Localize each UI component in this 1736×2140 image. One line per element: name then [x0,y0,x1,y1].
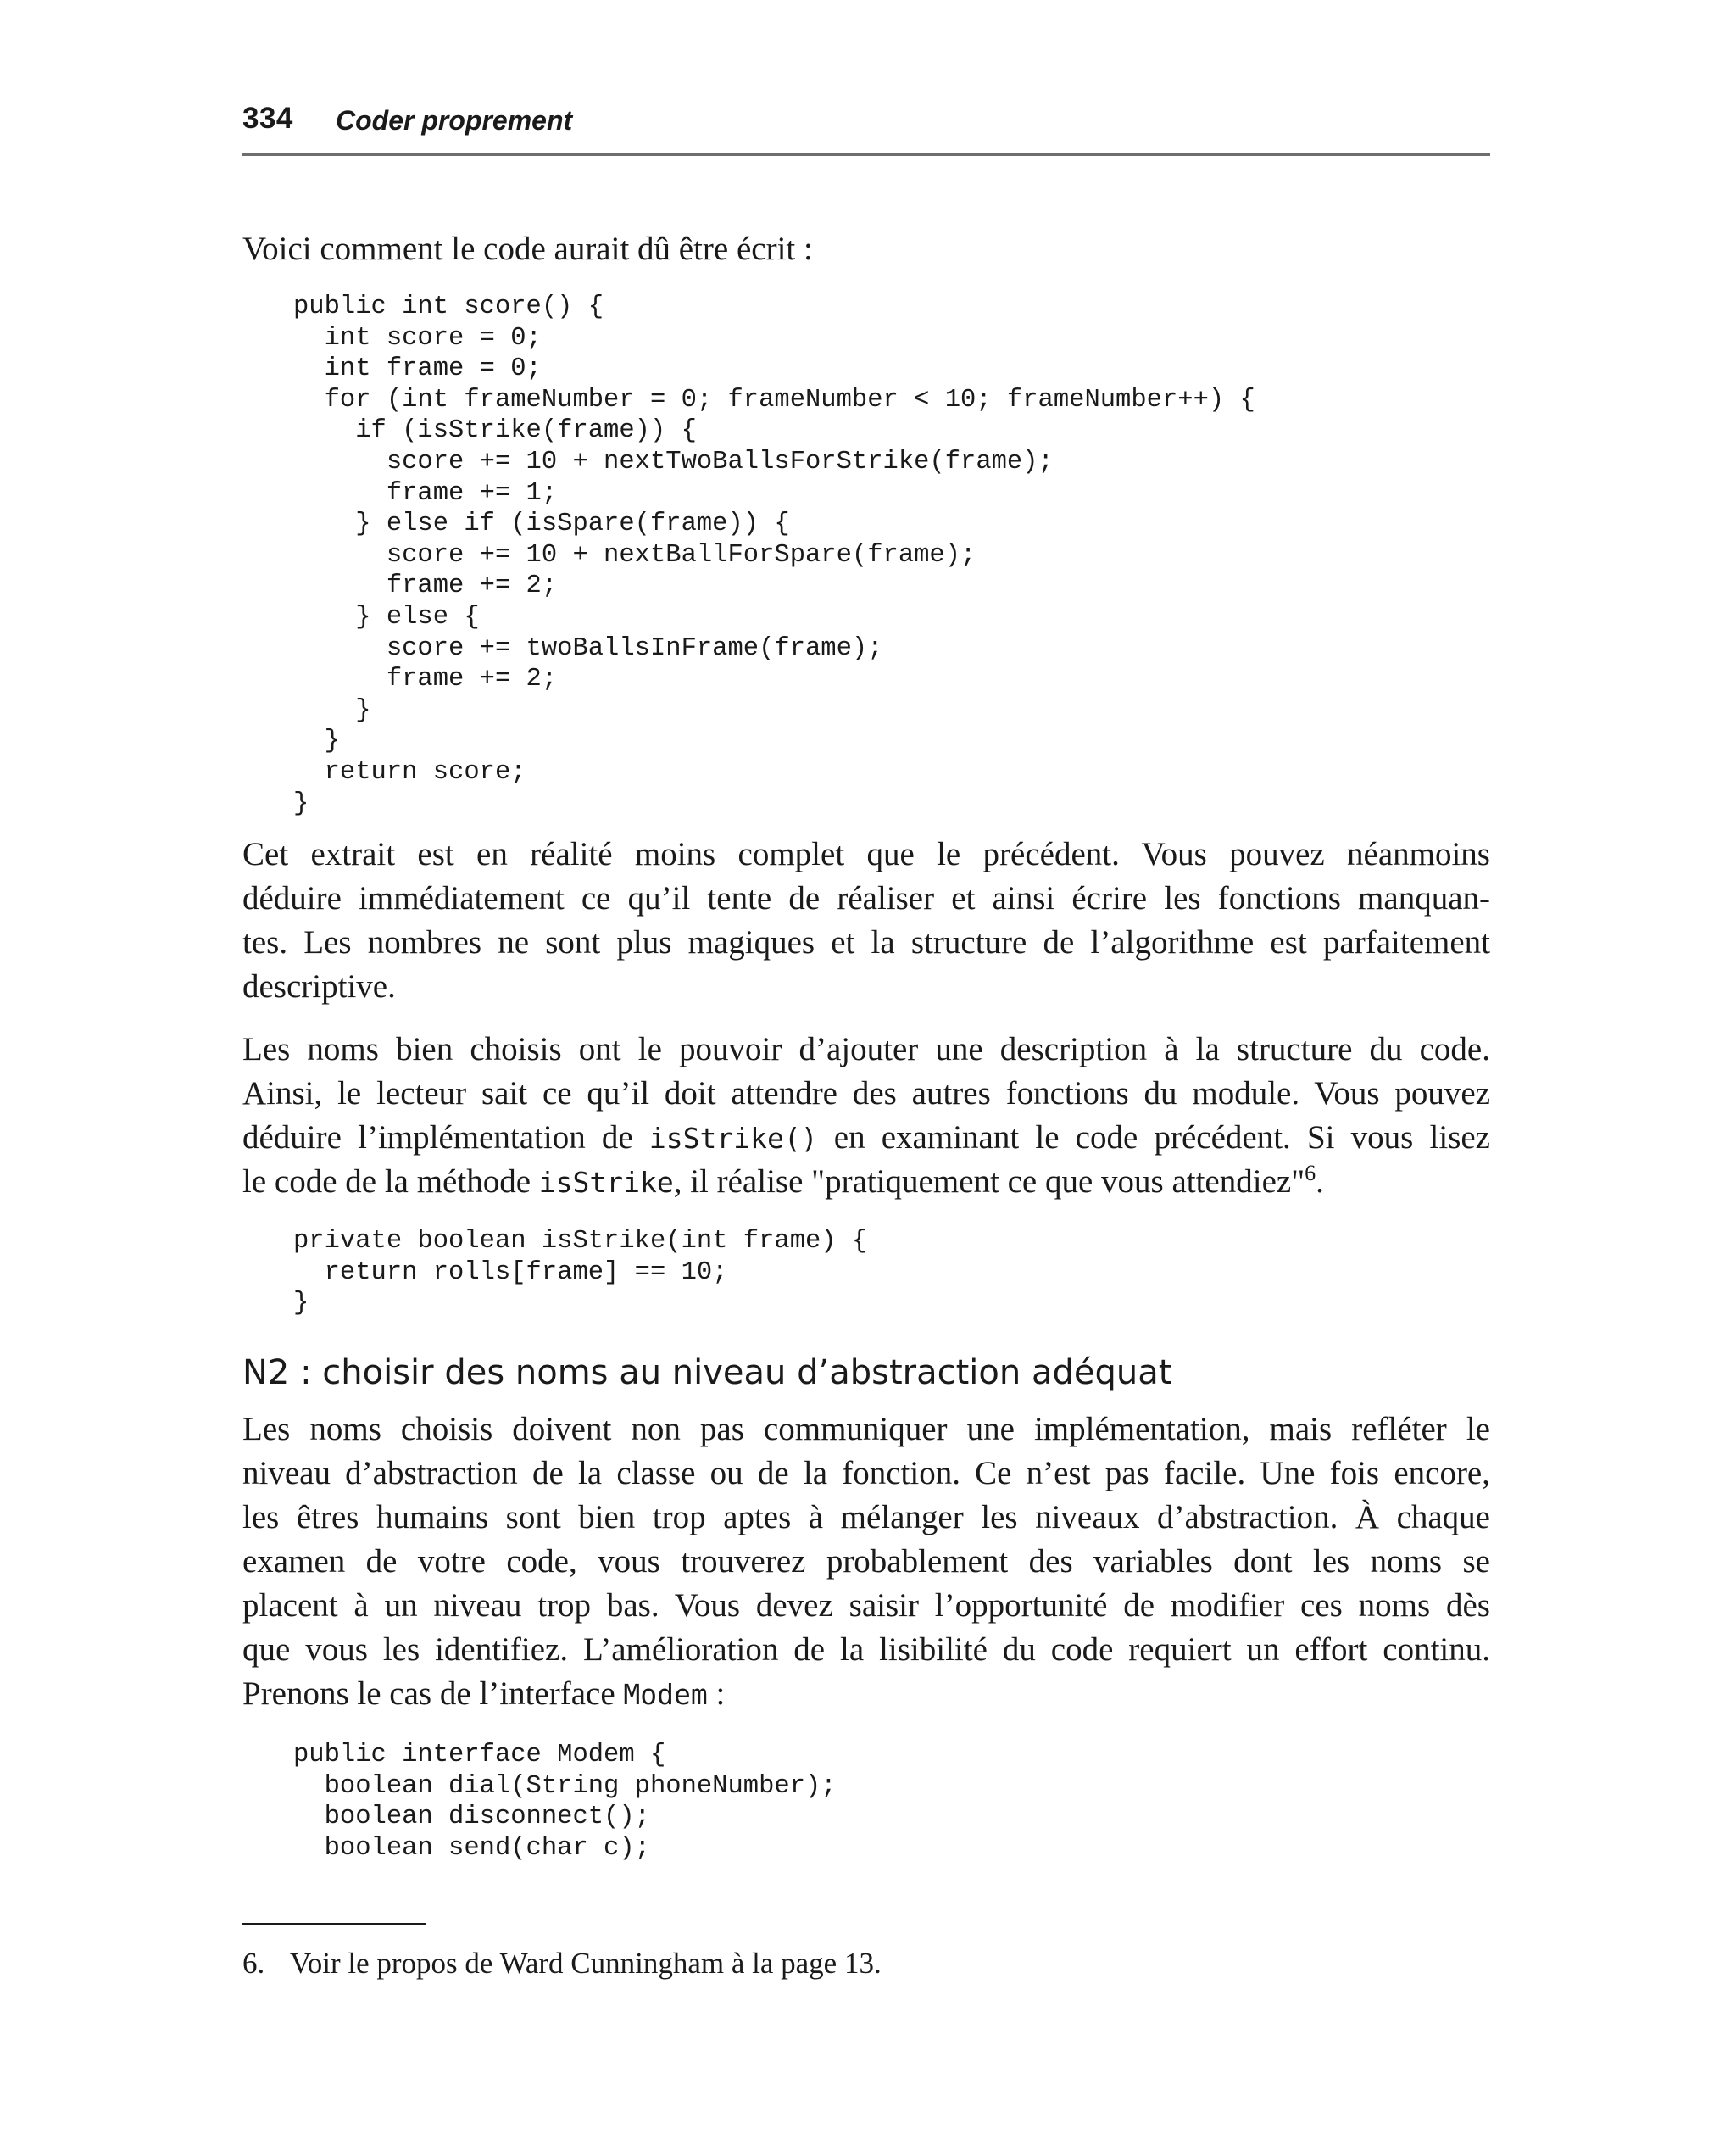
code-line: return rolls[frame] == 10; [293,1257,728,1287]
code-block-score [293,292,1255,819]
code-line: score += 10 + nextBallForSpare(frame); [293,540,976,570]
code-line: boolean disconnect(); [293,1803,650,1832]
text-line: Cet extrait est en réalité moins complet que le précédent. Vous pouvez néanmoins [242,836,1490,872]
code-block-modem [293,1740,837,1864]
text-line [242,1160,1490,1204]
code-line: if (isStrike(frame)) { [293,416,697,446]
intro-line: Voici comment le code aurait dû être écrit : [242,231,813,267]
code-line: public int score() { [293,293,604,321]
text-line [242,1116,1490,1160]
intro-paragraph [242,227,1490,271]
code-line: boolean send(char c); [293,1833,650,1863]
code-line: score += twoBallsInFrame(frame); [293,633,883,663]
text-line: tes. Les nombres ne sont plus magiques et la structure de l’algorithme est parfaitement [242,924,1490,961]
footnote-divider [242,1923,426,1925]
code-line: int score = 0; [293,323,542,353]
code-line: frame += 1; [293,478,558,508]
paragraph-2 [242,1028,1490,1204]
text-line: placent à un niveau trop bas. Vous devez saisir l’opportunité de modifier ces noms dès [242,1587,1490,1624]
code-line: public interface Modem { [293,1741,666,1769]
code-line: score += 10 + nextTwoBallsForStrike(frame); [293,447,1054,476]
inline-code: Modem [623,1678,708,1711]
code-line: frame += 2; [293,665,558,694]
running-header [242,100,1490,156]
text-line: déduire immédiatement ce qu’il tente de réaliser et ainsi écrire les fonctions manquan- [242,880,1490,917]
code-line: } else { [293,602,480,632]
text-segment: : [707,1675,726,1712]
text-segment: le code de la méthode [242,1163,539,1200]
code-line: for (int frameNumber = 0; frameNumber < 10; frameNumber++) { [293,385,1255,415]
text-segment: Prenons le cas de l’interface [242,1675,624,1712]
paragraph-1 [242,833,1490,1009]
text-segment: en examinant le code précédent. Si vous lisez [817,1119,1490,1156]
code-line: } [293,1289,309,1318]
text-line: Les noms choisis doivent non pas communiquer une implémentation, mais refléter le [242,1411,1490,1447]
footnote-number: 6. [242,1947,265,1980]
text-line: les êtres humains sont bien trop aptes à mélanger les niveaux d’abstraction. À chaque [242,1499,1490,1535]
footnote [242,1945,882,1982]
text-segment: , il réalise "pratiquement ce que vous attendiez" [673,1163,1305,1200]
code-line: } else if (isSpare(frame)) { [293,510,790,539]
text-line: descriptive. [242,968,396,1005]
page-number: 334 [242,102,293,135]
code-line: private boolean isStrike(int frame) { [293,1227,868,1256]
inline-code: isStrike [538,1166,674,1199]
code-line: } [293,695,371,725]
text-segment: déduire l’implémentation de [242,1119,649,1156]
code-line: } [293,727,340,756]
text-line [242,1672,1490,1716]
text-line: Les noms bien choisis ont le pouvoir d’ajouter une description à la structure du code. [242,1031,1490,1067]
footnote-text: Voir le propos de Ward Cunningham à la page 13. [290,1947,882,1980]
text-line: Ainsi, le lecteur sait ce qu’il doit attendre des autres fonctions du module. Vous pouvez [242,1075,1490,1112]
text-line: que vous les identifiez. L’amélioration de la lisibilité du code requiert un effort continu. [242,1631,1490,1668]
running-title: Coder proprement [336,105,573,136]
code-block-isstrike [293,1226,867,1319]
section-heading: N2 : choisir des noms au niveau d’abstraction adéquat [242,1353,1172,1392]
text-line: niveau d’abstraction de la classe ou de la fonction. Ce n’est pas facile. Une fois encore, [242,1455,1490,1491]
paragraph-3 [242,1407,1490,1716]
code-line: int frame = 0; [293,354,542,384]
code-line: frame += 2; [293,571,558,601]
footnote-reference[interactable]: 6 [1305,1161,1316,1185]
code-line: boolean dial(String phoneNumber); [293,1771,837,1801]
code-line: return score; [293,757,526,787]
code-line: } [293,789,309,818]
text-segment: . [1316,1163,1324,1200]
inline-code: isStrike() [648,1122,818,1155]
text-line: examen de votre code, vous trouverez probablement des variables dont les noms se [242,1543,1490,1580]
